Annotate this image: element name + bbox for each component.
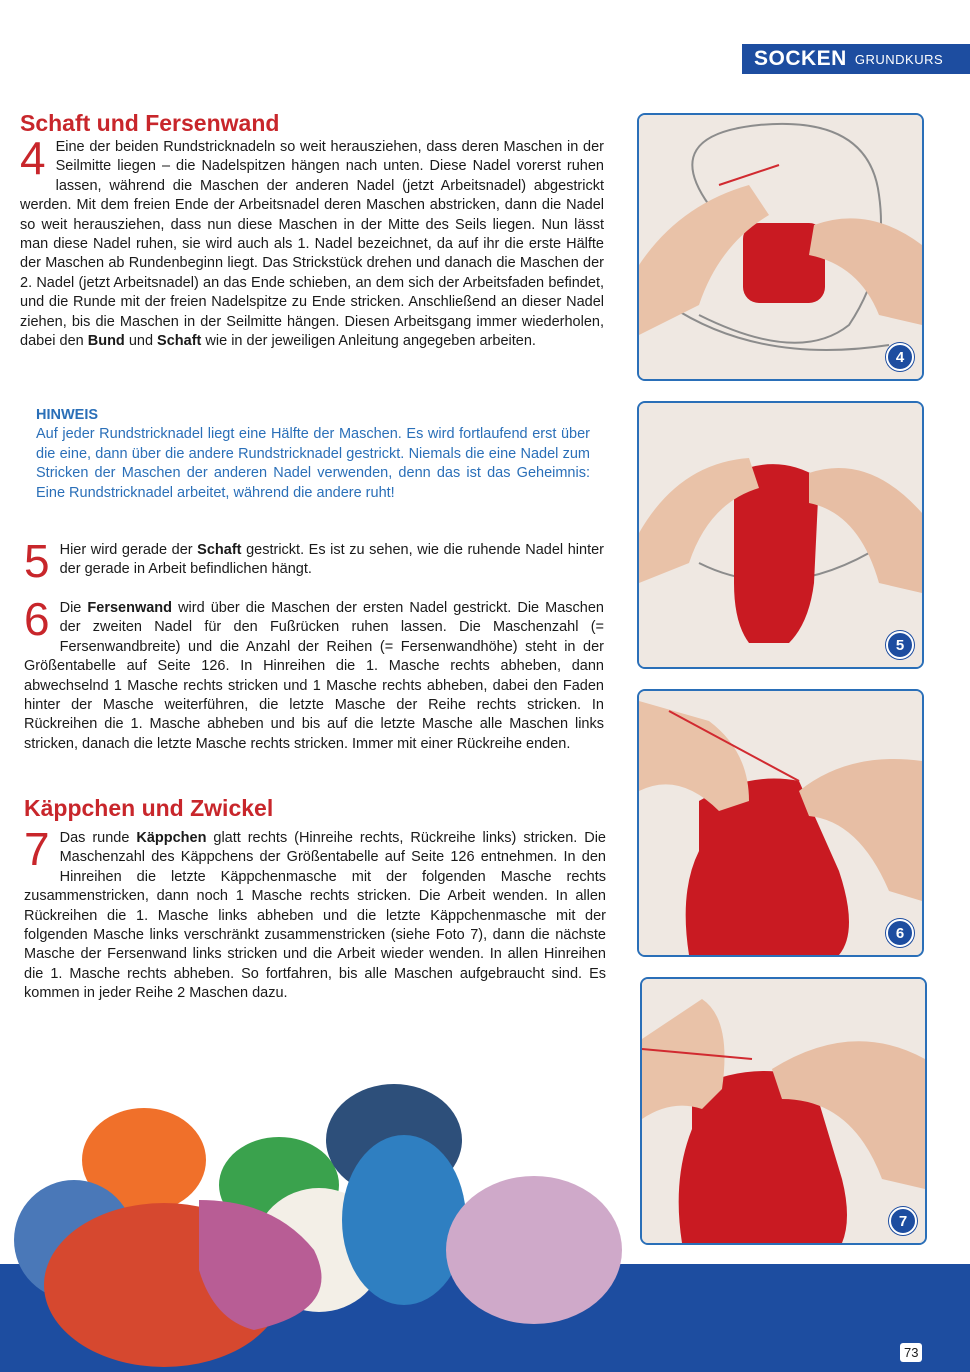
step-text: Das runde	[59, 830, 130, 846]
hint-text: Auf jeder Rundstricknadel liegt eine Hälfte der Maschen. Es wird fortlaufend erst über die eine, dann über die andere Rundstricknadel gestrickt. Niemals die eine Nadel zum Stricken der Maschen der anderen Nadel verwenden, denn das ist das Geheimnis: Eine Rundstricknadel arbeitet, während die andere ruht!	[36, 426, 590, 501]
photo-step-7	[640, 977, 927, 1245]
header-title: SOCKEN	[754, 47, 847, 70]
step-text: wie in der jeweiligen Anleitung angegeben arbeiten.	[205, 333, 536, 350]
photo-badge: 6	[886, 919, 914, 947]
photo-badge: 5	[886, 631, 914, 659]
hint-box	[36, 406, 590, 503]
step-text: Die	[59, 600, 82, 616]
step-text: Eine der beiden Rundstricknadeln so weit herausziehen, dass deren Maschen in der Seilmitte liegen – die Nadelspitzen hängen nach unten. Diese Nadel vorerst ruhen lassen, während die Maschen der anderen Nadel (jetzt Arbeitsnadel) abgestrickt werden. Mit dem freien Ende der Arbeitsnadel deren Maschen abstricken, dann die Nadel so weit herausziehen, dass nun diese Maschen in der Mitte des Seils liegen. Nun lässt man diese Nadel ruhen, sie wird auch als 1. Nadel bezeichnet, da auf ihr die erste Hälfte der Maschen ab Rundenbeginn liegt. Das Strickstück drehen und danach die Maschen der 2. Nadel (jetzt Arbeitsnadel) an das Ende schieben, an dem sich der Arbeitsfaden befindet, und die Runde mit der freien Nadelspitze zu Ende stricken. Anschließend an dieser Nadel ziehen, bis die Maschen in der Seilmitte hängen. Diesen Arbeitsgang immer wiederholen, dabei den	[20, 139, 604, 350]
knitting-illustration	[642, 979, 925, 1243]
step-bold-term: Schaft	[197, 542, 242, 558]
step-5	[24, 535, 604, 587]
step-number: 5	[24, 535, 50, 587]
step-number: 6	[24, 593, 50, 645]
step-bold-term: Bund	[87, 333, 125, 350]
step-text: Hier wird gerade der	[59, 542, 193, 558]
photo-step-6	[637, 689, 924, 957]
section-header-tab	[742, 44, 970, 74]
knitting-illustration	[639, 691, 922, 955]
photo-step-4	[637, 113, 924, 381]
header-subtitle: GRUNDKURS	[854, 51, 944, 67]
step-text: gestrickt. Es ist zu sehen, wie die ruhende Nadel hinter der gerade in Arbeit befindlichen hängt.	[59, 542, 604, 578]
knitting-illustration	[639, 115, 922, 379]
hint-label: HINWEIS	[36, 407, 99, 423]
step-6	[24, 593, 604, 754]
page-number: 73	[900, 1343, 922, 1362]
step-text: und	[128, 333, 154, 350]
step-text: wird über die Maschen der ersten Nadel gestrickt. Die Maschen der zweiten Nadel für den Fußrücken ruhen lassen. Die Maschenzahl (= Fersenwandbreite) und die Anzahl der Reihen (= Fersenwandhöhe) steht in der Größentabelle auf Seite 126. In Hinreihen die 1. Masche rechts abheben, dann abwechselnd 1 Masche rechts stricken und 1 Masche rechts abheben, dabei den Faden hinter der Masche weiterführen, die letzte Masche der Reihe rechts stricken. In Rückreihen die 1. Masche abheben und bis auf die letzte Masche alle Maschen links stricken, danach die letzte Masche rechts stricken. Immer mit einer Rückreihe enden.	[24, 600, 604, 752]
section-title-kaeppchen: Käppchen und Zwickel	[24, 795, 274, 821]
step-4	[20, 132, 604, 351]
photo-step-5	[637, 401, 924, 669]
step-bold-term: Schaft	[157, 333, 202, 350]
step-text: glatt rechts (Hinreihe rechts, Rückreihe links) stricken. Die Maschenzahl des Käppchens der Größentabelle auf Seite 126 entnehmen. In den Hinreihen die letzte Käppchenmasche mit der folgenden Masche rechts zusammenstricken, dann noch 1 Masche rechts stricken. Die Arbeit wenden. In allen Rückreihen die 1. Masche links abheben und die letzte Käppchenmasche mit der folgenden Masche links verschränkt zusammenstricken (siehe Foto 7), dann die nächste Masche der Fersenwand links stricken und die Arbeit wieder wenden. In allen Hinreihen die 1. Masche rechts abheben. So fortfahren, bis alle Maschen aufgebraucht sind. Es kommen in jeder Reihe 2 Maschen dazu.	[24, 830, 606, 1002]
photo-badge: 4	[886, 343, 914, 371]
step-bold-term: Fersenwand	[87, 600, 173, 616]
step-bold-term: Käppchen	[136, 830, 207, 846]
yarn-balls-image	[14, 1080, 624, 1370]
step-number: 4	[20, 132, 46, 184]
knitting-illustration	[639, 403, 922, 667]
step-number: 7	[24, 823, 50, 875]
photo-badge: 7	[889, 1207, 917, 1235]
section-title-schaft: Schaft und Fersenwand	[20, 110, 280, 136]
step-7	[24, 823, 606, 1004]
